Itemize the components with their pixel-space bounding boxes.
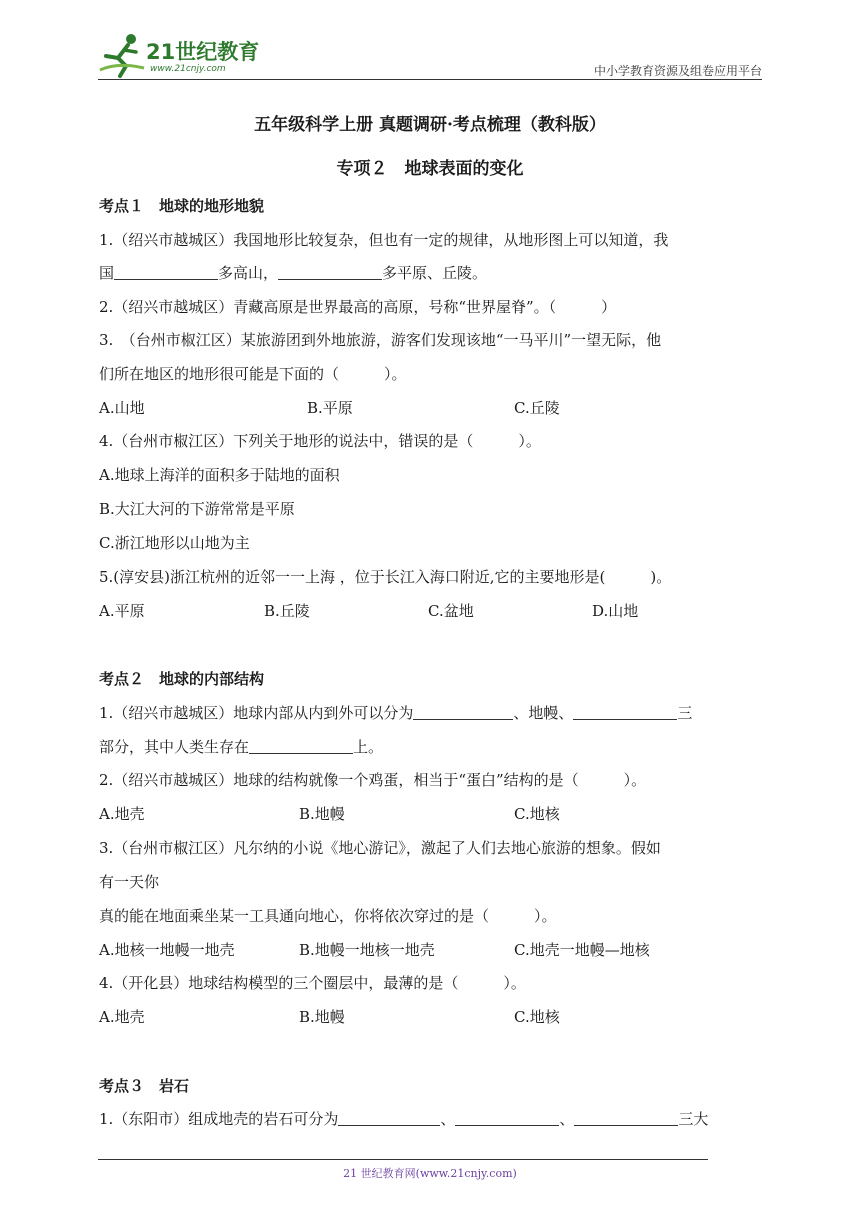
option: B.平原 [307, 399, 353, 417]
option: B.地幔 [299, 805, 345, 823]
option: B.地幔一地核一地壳 [299, 941, 435, 959]
option: C.地核 [514, 805, 560, 823]
s2-q2: 2.（绍兴市越城区）地球的结构就像一个鸡蛋，相当于“蛋白”结构的是（ ）。 [99, 771, 647, 789]
s1-q1-line2 [99, 263, 487, 283]
answer-blank[interactable] [278, 263, 382, 280]
s2-q3-line2: 有一天你 [99, 873, 160, 891]
s1-q5: 5.(淳安县)浙江杭州的近邻一一上海 ，位于长江入海口附近,它的主要地形是( )。 [99, 568, 672, 586]
s3-q1-text2: 、 [440, 1110, 456, 1128]
platform-name: 中小学教育资源及组卷应用平台 [593, 64, 762, 78]
answer-blank[interactable] [574, 1109, 678, 1126]
s1-q1-line1: 1.（绍兴市越城区）我国地形比较复杂，但也有一定的规律，从地形图上可以知道，我 [99, 231, 669, 249]
s2-q1-text1: 1.（绍兴市越城区）地球内部从内到外可以分为 [99, 704, 414, 722]
header-divider [98, 79, 762, 80]
answer-blank[interactable] [114, 263, 218, 280]
section1-heading: 考点１ 地球的地形地貌 [99, 197, 265, 215]
s2-q1-text4: 部分，其中人类生存在 [99, 738, 250, 756]
s2-q1-text5: 上。 [353, 738, 384, 756]
option: A.山地 [99, 399, 145, 417]
page-header [98, 30, 762, 80]
s1-q1-text1: 国 [99, 264, 115, 282]
option: A.地壳 [99, 1008, 145, 1026]
page-title: 五年级科学上册 真题调研·考点梳理（教科版） [254, 115, 606, 135]
option: C.地核 [514, 1008, 560, 1026]
s1-q1-text3: 多平原、丘陵。 [382, 264, 488, 282]
option: B.丘陵 [264, 602, 310, 620]
logo-url: www.21cnjy.com [150, 64, 226, 74]
s3-q1-text3: 、 [559, 1110, 575, 1128]
footer-divider [98, 1159, 708, 1160]
option: D.山地 [592, 602, 639, 620]
answer-blank[interactable] [455, 1109, 559, 1126]
s2-q1-text3: 三 [677, 704, 693, 722]
s1-q2: 2.（绍兴市越城区）青藏高原是世界最高的高原，号称“世界屋脊”。（ ） [99, 298, 617, 316]
s3-q1-line1 [99, 1109, 708, 1129]
option: C.浙江地形以山地为主 [99, 534, 250, 552]
s3-q1-text4: 三大 [678, 1110, 709, 1128]
s2-q1-text2: 、地幔、 [513, 704, 574, 722]
answer-blank[interactable] [413, 703, 513, 720]
option: B.大江大河的下游常常是平原 [99, 500, 295, 518]
section3-heading: 考点３ 岩石 [99, 1077, 190, 1095]
option: C.丘陵 [514, 399, 560, 417]
option: C.盆地 [428, 602, 474, 620]
page-subtitle: 专项２ 地球表面的变化 [336, 159, 524, 179]
option: A.地球上海洋的面积多于陆地的面积 [99, 466, 340, 484]
option: C.地壳一地幔—地核 [514, 941, 650, 959]
s1-q3-line1: 3. （台州市椒江区）某旅游团到外地旅游，游客们发现该地“一马平川”一望无际，他 [99, 331, 662, 349]
runner-logo-icon [98, 32, 148, 78]
footer-text: 21 世纪教育网(www.21cnjy.com) [343, 1167, 517, 1180]
answer-blank[interactable] [249, 737, 353, 754]
s2-q3-line1: 3.（台州市椒江区）凡尔纳的小说《地心游记》，激起了人们去地心旅游的想象。假如 [99, 839, 661, 857]
option: A.地核一地幔一地壳 [99, 941, 235, 959]
option: B.地幔 [299, 1008, 345, 1026]
s1-q1-text2: 多高山， [218, 264, 279, 282]
s1-q4: 4.（台州市椒江区）下列关于地形的说法中，错误的是（ ）。 [99, 432, 541, 450]
logo [98, 32, 268, 78]
option: A.地壳 [99, 805, 145, 823]
section2-heading: 考点２ 地球的内部结构 [99, 670, 265, 688]
s2-q1-line1 [99, 703, 692, 723]
answer-blank[interactable] [338, 1109, 440, 1126]
s2-q1-line2 [99, 737, 383, 757]
option: A.平原 [99, 602, 145, 620]
logo-text: 21世纪教育 [146, 40, 260, 64]
s1-q3-line2: 们所在地区的地形很可能是下面的（ ）。 [99, 365, 407, 383]
s2-q4: 4.（开化县）地球结构模型的三个圈层中，最薄的是（ ）。 [99, 974, 526, 992]
s3-q1-text1: 1.（东阳市）组成地壳的岩石可分为 [99, 1110, 339, 1128]
s2-q3-line3: 真的能在地面乘坐某一工具通向地心，你将依次穿过的是（ ）。 [99, 907, 557, 925]
answer-blank[interactable] [573, 703, 677, 720]
